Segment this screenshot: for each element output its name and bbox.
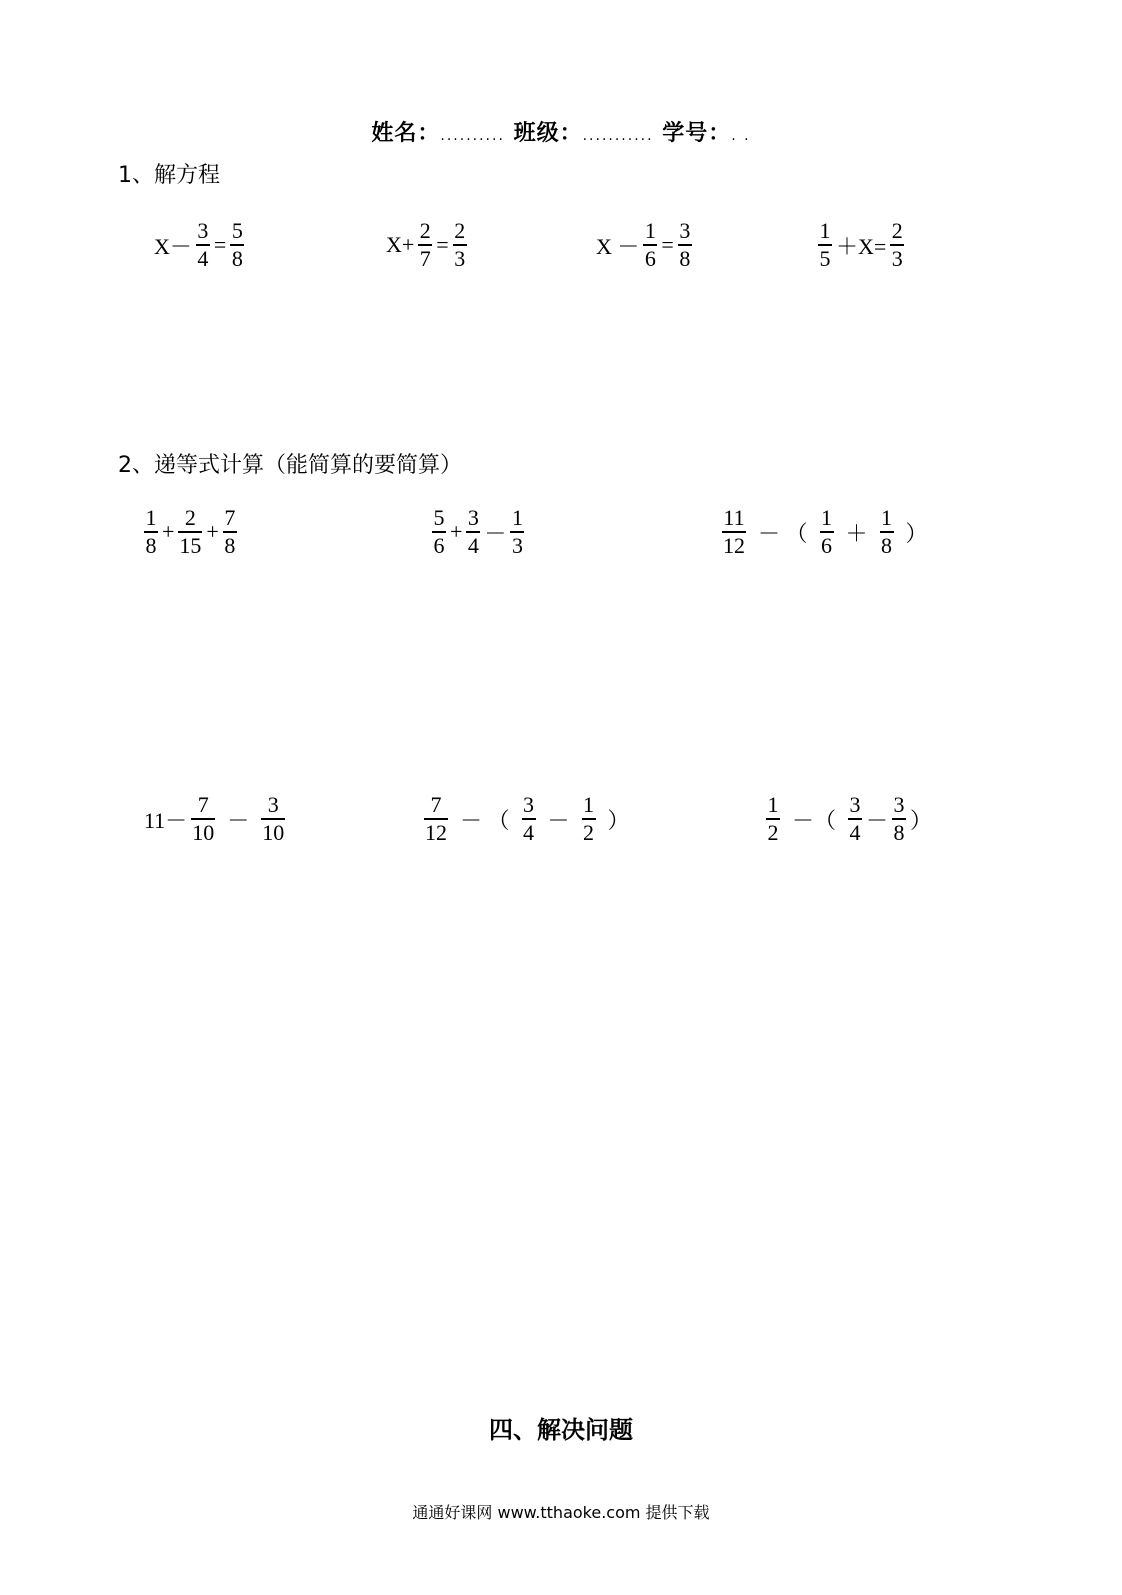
- numerator: 11: [723, 505, 745, 530]
- equals-sign: =: [436, 232, 449, 257]
- equation-2: [384, 218, 469, 272]
- operator: －: [866, 807, 889, 833]
- fraction: [818, 218, 832, 272]
- fraction: [892, 792, 906, 846]
- fraction: [582, 792, 596, 846]
- calc-problem-1: [142, 505, 239, 559]
- equation-4: [816, 218, 906, 272]
- student-info-header: [0, 116, 1122, 147]
- fraction: [510, 505, 524, 559]
- denominator: 8: [231, 246, 243, 271]
- fraction: [848, 792, 862, 846]
- denominator: 8: [893, 820, 905, 845]
- denominator: 7: [419, 246, 431, 271]
- denominator: 4: [467, 533, 479, 558]
- operator: ＋: [845, 520, 868, 546]
- calc-problem-6: [764, 792, 934, 846]
- section-4-title: 四、解决问题: [489, 1416, 633, 1444]
- numerator: 7: [224, 505, 236, 530]
- denominator: 6: [433, 533, 445, 558]
- class-blank[interactable]: ...........: [582, 128, 654, 144]
- fraction: [466, 505, 480, 559]
- term: 11－: [144, 807, 188, 833]
- denominator: 15: [179, 533, 202, 558]
- term: X+: [386, 232, 415, 257]
- fraction: [196, 218, 210, 272]
- operator: ）: [607, 807, 630, 833]
- operator: ）: [910, 807, 933, 833]
- equals-sign: =: [213, 232, 227, 257]
- student-id-blank[interactable]: . .: [731, 128, 751, 144]
- footer-text: 通通好课网 www.tthaoke.com 提供下载: [412, 1503, 710, 1522]
- numerator: 1: [511, 505, 523, 530]
- fraction: [418, 218, 432, 272]
- fraction: [643, 218, 657, 272]
- denominator: 10: [192, 820, 215, 845]
- denominator: 4: [197, 246, 209, 271]
- denominator: 12: [723, 533, 745, 558]
- term: X －: [596, 233, 640, 259]
- operator: +: [450, 519, 463, 544]
- equation-3: [594, 218, 694, 272]
- fraction: [424, 792, 448, 846]
- numerator: 3: [197, 218, 209, 243]
- denominator: 8: [679, 246, 691, 271]
- denominator: 2: [583, 820, 595, 845]
- operator: － （: [758, 520, 808, 546]
- term: X－: [154, 233, 192, 259]
- denominator: 6: [821, 533, 833, 558]
- operator: －: [484, 520, 507, 546]
- fraction: [678, 218, 692, 272]
- numerator: 1: [881, 505, 893, 530]
- numerator: 7: [430, 792, 442, 817]
- fraction: [223, 505, 237, 559]
- fraction: [820, 505, 834, 559]
- numerator: 3: [893, 792, 905, 817]
- fraction: [230, 218, 244, 272]
- denominator: 10: [262, 820, 285, 845]
- fraction: [453, 218, 467, 272]
- denominator: 12: [425, 820, 447, 845]
- fraction: [880, 505, 894, 559]
- operator: ）: [905, 520, 928, 546]
- numerator: 2: [891, 218, 903, 243]
- numerator: 1: [583, 792, 595, 817]
- numerator: 7: [197, 792, 209, 817]
- denominator: 2: [767, 820, 779, 845]
- numerator: 3: [267, 792, 279, 817]
- class-label: 班级：: [513, 121, 583, 146]
- numerator: 1: [145, 505, 157, 530]
- denominator: 8: [145, 533, 157, 558]
- operator: +: [162, 519, 175, 544]
- operator: +: [206, 519, 219, 544]
- numerator: 2: [419, 218, 431, 243]
- operator: － （: [460, 807, 510, 833]
- numerator: 1: [644, 218, 656, 243]
- numerator: 3: [523, 792, 535, 817]
- fraction: [261, 792, 285, 846]
- numerator: 2: [184, 505, 196, 530]
- numerator: 2: [454, 218, 466, 243]
- denominator: 4: [849, 820, 861, 845]
- calc-problem-4: [142, 792, 287, 846]
- denominator: 3: [454, 246, 466, 271]
- denominator: 4: [523, 820, 535, 845]
- calc-problem-3: [720, 505, 938, 559]
- denominator: 3: [511, 533, 523, 558]
- numerator: 1: [819, 218, 831, 243]
- numerator: 3: [679, 218, 691, 243]
- fraction: [890, 218, 904, 272]
- operator: －: [547, 807, 570, 833]
- calc-problem-5: [422, 792, 640, 846]
- name-blank[interactable]: ..........: [440, 128, 505, 144]
- operator: －: [227, 807, 250, 833]
- denominator: 5: [819, 246, 831, 271]
- equation-1: [152, 218, 246, 272]
- denominator: 3: [891, 246, 903, 271]
- numerator: 1: [821, 505, 833, 530]
- term: ＋X=: [836, 233, 887, 259]
- calc-problem-2: [430, 505, 526, 559]
- denominator: 6: [644, 246, 656, 271]
- section-2-title: 2、递等式计算（能简算的要简算）: [118, 453, 462, 478]
- fraction: [191, 792, 215, 846]
- name-label: 姓名：: [371, 121, 441, 146]
- student-id-label: 学号：: [662, 121, 732, 146]
- numerator: 5: [231, 218, 243, 243]
- denominator: 8: [224, 533, 236, 558]
- numerator: 1: [767, 792, 779, 817]
- fraction: [178, 505, 202, 559]
- numerator: 3: [467, 505, 479, 530]
- operator: －（: [792, 807, 837, 833]
- equals-sign: =: [661, 232, 674, 257]
- fraction: [144, 505, 158, 559]
- fraction: [432, 505, 446, 559]
- denominator: 8: [881, 533, 893, 558]
- fraction: [722, 505, 746, 559]
- numerator: 5: [433, 505, 445, 530]
- section-1-title: 1、解方程: [118, 163, 220, 188]
- fraction: [522, 792, 536, 846]
- numerator: 3: [849, 792, 861, 817]
- fraction: [766, 792, 780, 846]
